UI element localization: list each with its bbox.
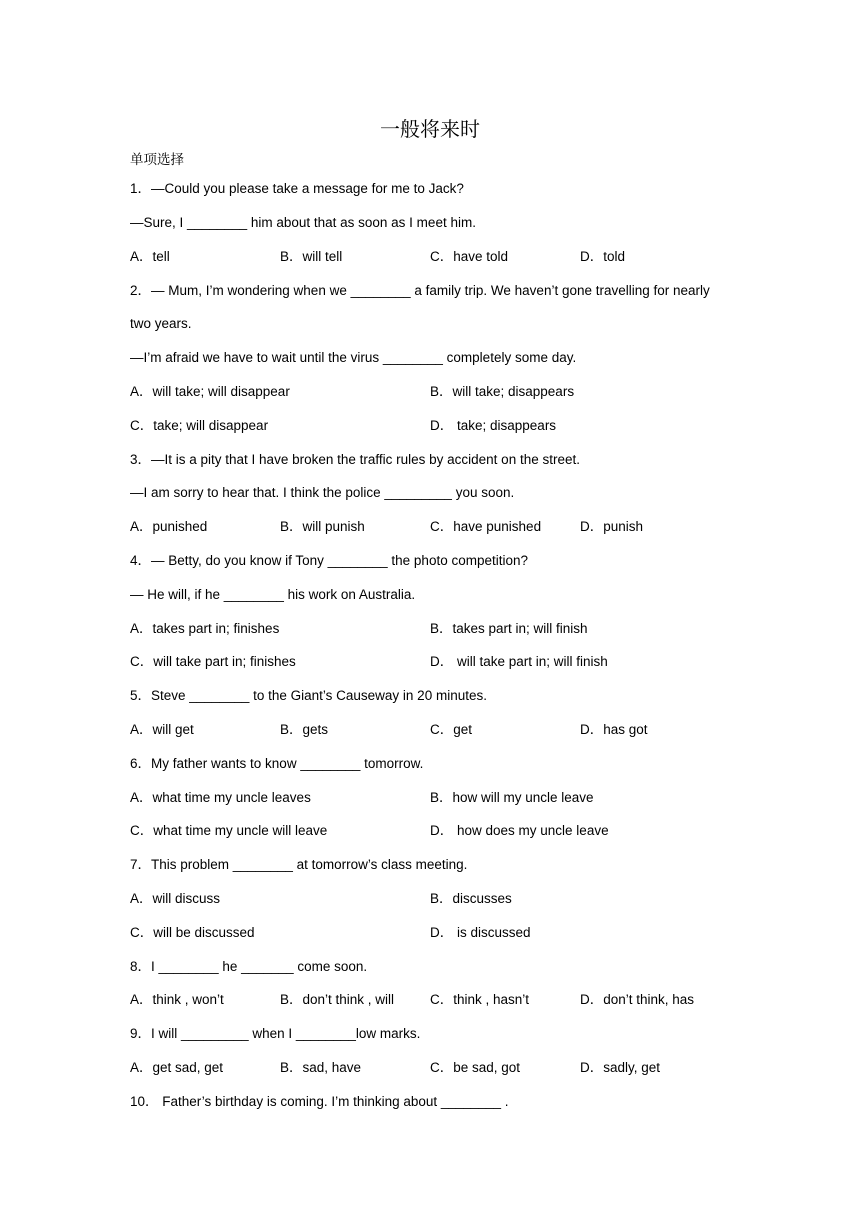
question-2-response: —I’m afraid we have to wait until the virus ________ completely some day. <box>130 350 577 365</box>
question-2-stem-continued: two years. <box>130 316 192 331</box>
document-title: 一般将来时 <box>380 117 480 141</box>
question-7-stem: 7．This problem ________ at tomorrow’s class meeting. <box>130 857 468 872</box>
question-5-stem: 5．Steve ________ to the Giant’s Causeway in 20 minutes. <box>130 688 487 703</box>
question-4-option-d: D． will take part in; will finish <box>430 654 608 669</box>
question-3-option-a: A．punished <box>130 519 208 534</box>
question-2-option-c: C．take; will disappear <box>130 418 269 433</box>
question-4-response: — He will, if he ________ his work on Australia. <box>130 587 416 602</box>
question-8-option-c: C．think , hasn’t <box>430 992 530 1007</box>
question-6-option-b: B．how will my uncle leave <box>430 790 594 805</box>
question-9-option-b: B．sad, have <box>280 1060 362 1075</box>
question-1-response: —Sure, I ________ him about that as soon as I meet him. <box>130 215 476 230</box>
question-9-option-c: C．be sad, got <box>430 1060 521 1075</box>
question-4-option-b: B．takes part in; will finish <box>430 621 588 636</box>
question-5-option-a: A．will get <box>130 722 194 737</box>
question-3-option-b: B．will punish <box>280 519 365 534</box>
question-3-response: —I am sorry to hear that. I think the police _________ you soon. <box>130 485 515 500</box>
question-7-option-b: B．discusses <box>430 891 512 906</box>
question-7-option-a: A．will discuss <box>130 891 221 906</box>
question-8-stem: 8．I ________ he _______ come soon. <box>130 959 368 974</box>
question-9-stem: 9．I will _________ when I ________low marks. <box>130 1026 421 1041</box>
question-4-option-a: A．takes part in; finishes <box>130 621 280 636</box>
question-1-option-b: B．will tell <box>280 249 343 264</box>
question-3-option-d: D．punish <box>580 519 644 534</box>
question-2-option-b: B．will take; disappears <box>430 384 575 399</box>
question-8-option-b: B．don’t think , will <box>280 992 395 1007</box>
question-7-option-d: D． is discussed <box>430 925 531 940</box>
question-10-stem: 10． Father’s birthday is coming. I’m thinking about ________ . <box>130 1094 509 1109</box>
question-9-option-d: D．sadly, get <box>580 1060 661 1075</box>
question-6-option-c: C．what time my uncle will leave <box>130 823 328 838</box>
question-6-option-a: A．what time my uncle leaves <box>130 790 311 805</box>
question-5-option-d: D．has got <box>580 722 648 737</box>
question-8-option-a: A．think , won’t <box>130 992 224 1007</box>
question-5-option-b: B．gets <box>280 722 329 737</box>
question-3-stem: 3．—It is a pity that I have broken the traffic rules by accident on the street. <box>130 452 580 467</box>
question-6-option-d: D． how does my uncle leave <box>430 823 609 838</box>
question-7-option-c: C．will be discussed <box>130 925 255 940</box>
question-4-stem: 4．— Betty, do you know if Tony ________ the photo competition? <box>130 553 529 568</box>
question-3-option-c: C．have punished <box>430 519 542 534</box>
section-heading: 单项选择 <box>130 152 184 168</box>
question-1-stem: 1．—Could you please take a message for me to Jack? <box>130 181 464 196</box>
question-2-stem: 2．— Mum, I’m wondering when we ________ a family trip. We haven’t gone travelling for nearly <box>130 283 710 298</box>
question-2-option-a: A．will take; will disappear <box>130 384 290 399</box>
question-5-option-c: C．get <box>430 722 473 737</box>
question-1-option-d: D．told <box>580 249 626 264</box>
question-6-stem: 6．My father wants to know ________ tomorrow. <box>130 756 424 771</box>
question-4-option-c: C．will take part in; finishes <box>130 654 296 669</box>
question-2-option-d: D． take; disappears <box>430 418 557 433</box>
question-9-option-a: A．get sad, get <box>130 1060 224 1075</box>
question-8-option-d: D．don’t think, has <box>580 992 695 1007</box>
question-1-option-a: A．tell <box>130 249 170 264</box>
question-1-option-c: C．have told <box>430 249 509 264</box>
